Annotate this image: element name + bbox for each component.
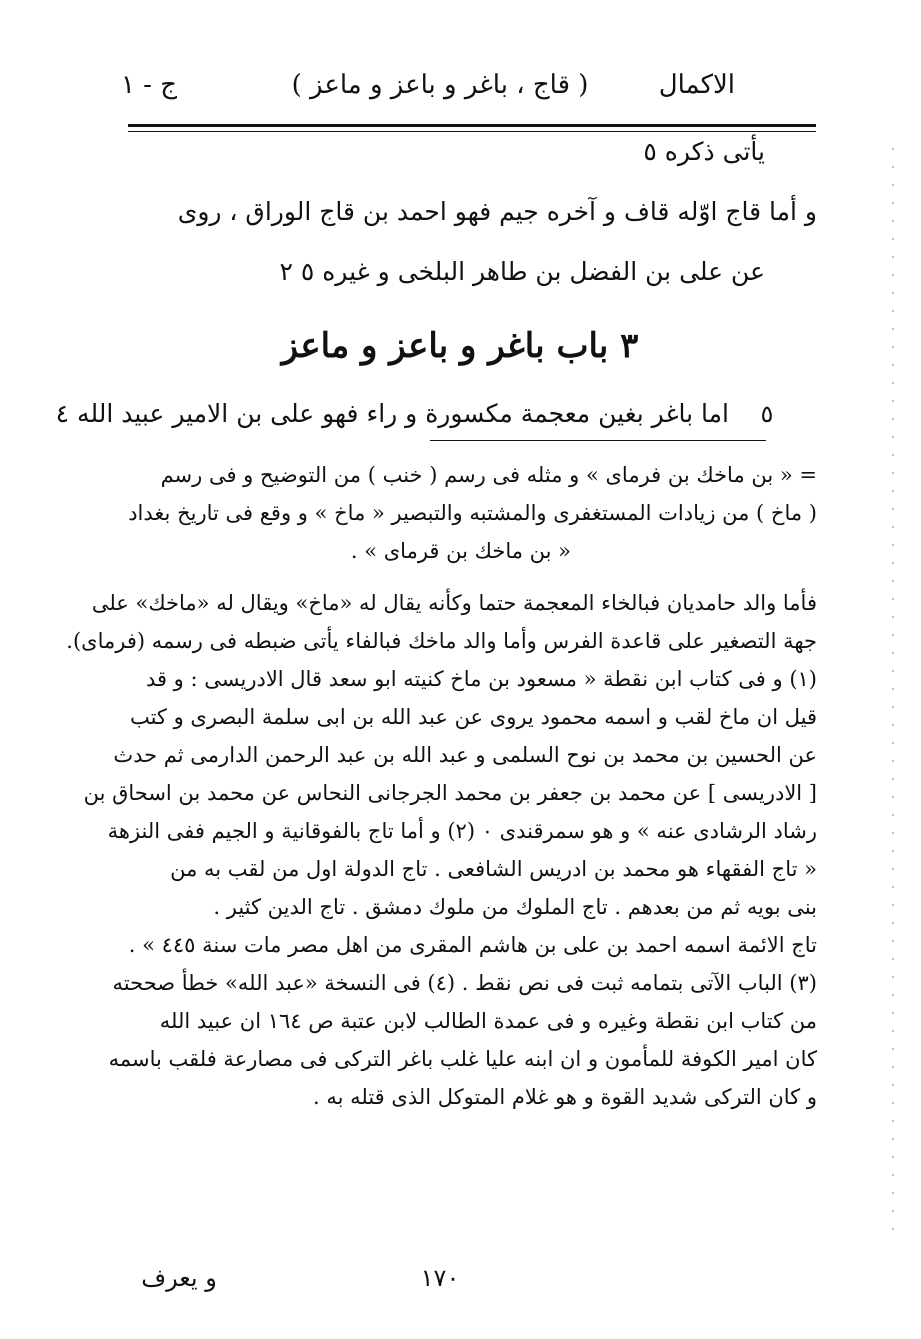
section-heading: ٣ باب باغر و باعز و ماعز	[281, 326, 639, 366]
header-section-title: ( قاج ، باغر و باعز و ماعز )	[291, 70, 589, 100]
footnote-line: ( ماخ ) من زيادات المستغفرى والمشتبه والتبصير « ماخ » و وقع فى تاريخ بغداد	[128, 501, 817, 525]
header-book-title: الاكمال	[658, 70, 735, 100]
header-rule-thick	[128, 124, 816, 127]
footnote-line: جهة التصغير على قاعدة الفرس وأما والد ماخك فبالفاء يأتى ضبطه فى رسمه (فرماى).	[66, 629, 817, 653]
footnote-line: بنى بويه ثم من بعدهم . تاج الملوك من ملوك دمشق . تاج الدين كثير .	[213, 895, 817, 919]
footnote-line: « تاج الفقهاء هو محمد بن ادريس الشافعى . تاج الدولة اول من لقب به من	[170, 857, 817, 881]
footnote-separator	[430, 440, 766, 441]
body-line-3: عن على بن الفضل بن طاهر البلخى و غيره ٥ ٢	[279, 257, 765, 286]
footnote-line: رشاد الرشادى عنه » و هو سمرقندى ٠ (٢) و أما تاج بالفوقانية و الجيم ففى النزهة	[107, 819, 817, 843]
footnote-line: [ الادريسى ] عن محمد بن جعفر بن محمد الجرجانى النحاس عن محمد بن اسحاق بن	[83, 781, 817, 805]
footnote-line: فأما والد حامديان فبالخاء المعجمة حتما وكأنه يقال له «ماخ» ويقال له «ماخك» على	[91, 591, 817, 615]
footnote-line: كان امير الكوفة للمأمون و ان ابنه عليا غلب باغر التركى فى مصارعة فلقب باسمه	[108, 1047, 817, 1071]
footnote-line: (١) و فى كتاب ابن نقطة « مسعود بن ماخ كنيته ابو سعد قال الادريسى : و قد	[145, 667, 817, 691]
body-line-2: و أما قاج اوّله قاف و آخره جيم فهو احمد بن قاج الوراق ، روى	[177, 197, 817, 226]
scan-edge-dots	[892, 140, 894, 1240]
footnote-line: (٣) الباب الآتى بتمامه ثبت فى نص نقط . (٤) فى النسخة «عبد الله» خطأ صححته	[112, 971, 817, 995]
footnote-line: قيل ان ماخ لقب و اسمه محمود يروى عن عبد الله بن ابى سلمة البصرى و كتب	[129, 705, 817, 729]
footnote-line: تاج الائمة اسمه احمد بن على بن هاشم المقرى من اهل مصر مات سنة ٤٤٥ » .	[128, 933, 817, 957]
footnote-line: و كان التركى شديد القوة و هو غلام المتوكل الذى قتله به .	[312, 1085, 817, 1109]
body-line-4: اما باغر بغين معجمة مكسورة و راء فهو على بن الامير عبيد الله ٤	[55, 399, 729, 428]
footnote-line: = « بن ماخك بن فرماى » و مثله فى رسم ( خنب ) من التوضيح و فى رسم	[160, 463, 817, 487]
margin-line-number: ٥	[760, 400, 774, 428]
footnote-line: « بن ماخك بن قرماى » .	[350, 539, 571, 563]
catchword: و يعرف	[141, 1264, 217, 1292]
body-line-1: يأتى ذكره ٥	[643, 137, 765, 166]
header-volume: ج - ١	[120, 70, 178, 100]
page-number: ١٧٠	[420, 1264, 460, 1292]
footnote-line: من كتاب ابن نقطة وغيره و فى عمدة الطالب لابن عتبة ص ١٦٤ ان عبيد الله	[159, 1009, 817, 1033]
footnote-line: عن الحسين بن محمد بن نوح السلمى و عبد الله بن عبد الرحمن الدارمى ثم حدث	[113, 743, 817, 767]
